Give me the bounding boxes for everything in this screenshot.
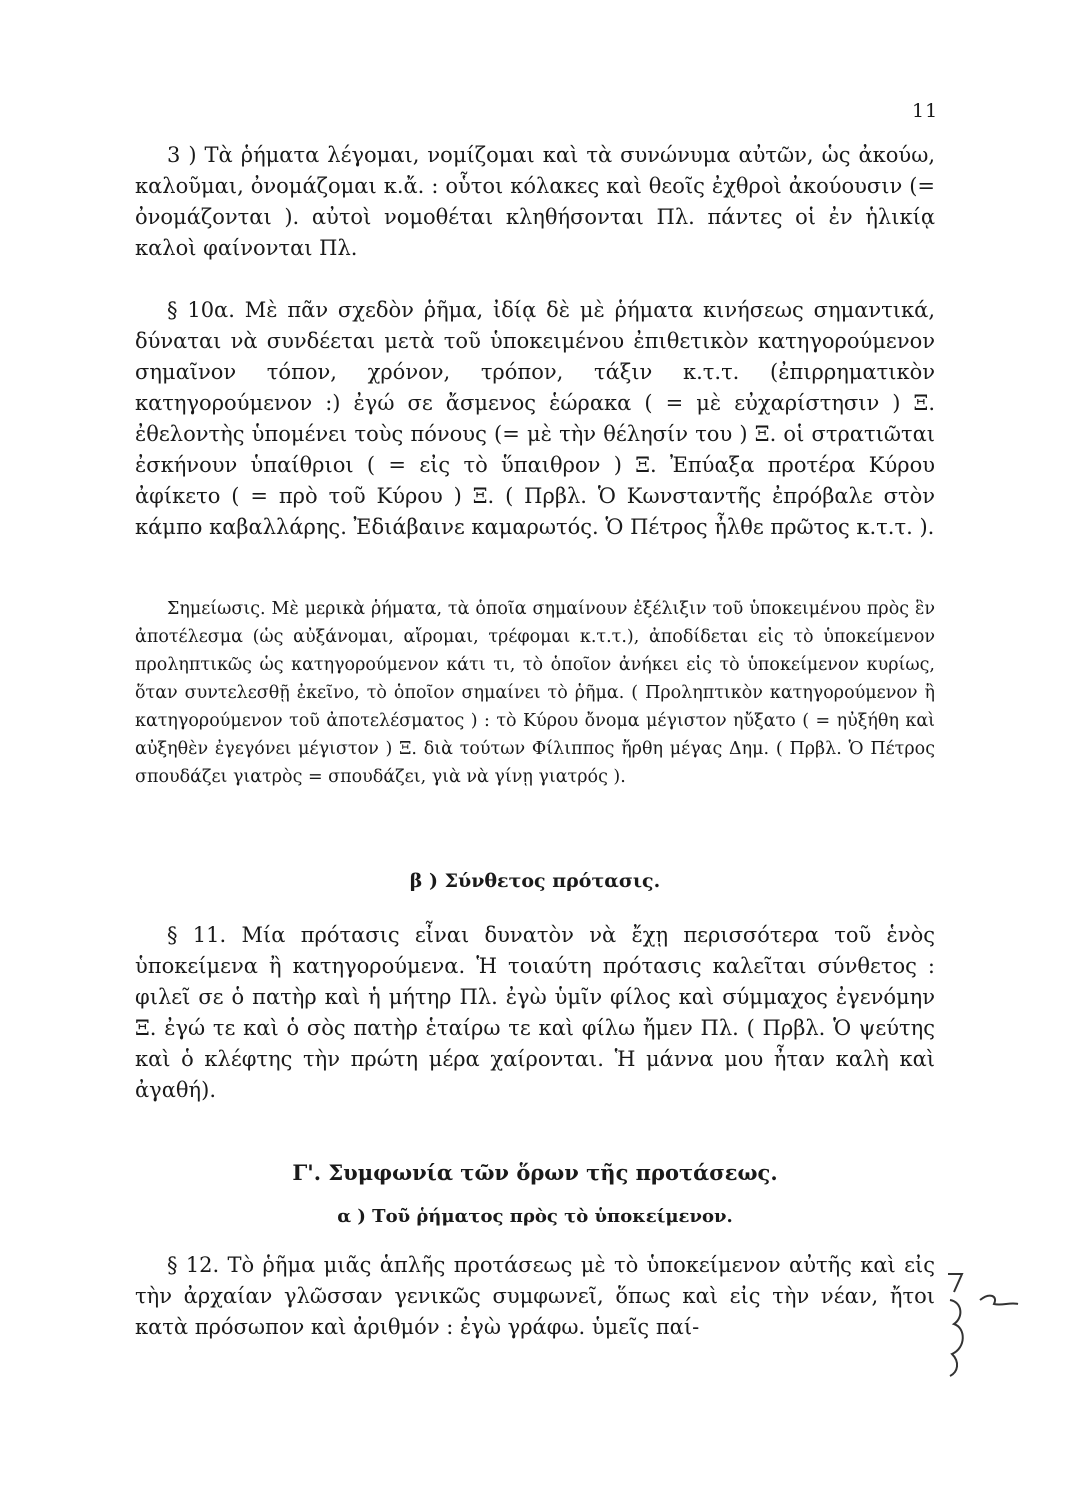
heading-agreement: Γ'. Συμφωνία τῶν ὅρων τῆς προτάσεως. bbox=[292, 1160, 778, 1185]
paragraph-text: § 12. Τὸ ῥῆμα μιᾶς ἁπλῆς προτάσεως μὲ τὸ ὑποκείμενον αὐτῆς καὶ εἰς τὴν ἀρχαίαν γλῶσσαν γενικῶς συμφωνεῖ, ὅπως καὶ εἰς τὴν νέαν, ἤτοι κατὰ πρόσωπον καὶ ἀριθμόν : ἐγὼ γράφω. ὑμεῖς παί- bbox=[135, 1253, 935, 1339]
paragraph-text: 3 ) Τὰ ῥήματα λέγομαι, νομίζομαι καὶ τὰ συνώνυμα αὐτῶν, ὡς ἀκούω, καλοῦμαι, ὀνομάζομαι κ.ἄ. : οὗτοι κόλακες καὶ θεοῖς ἐχθροὶ ἀκούουσιν (= ὀνομάζονται ). αὐτοὶ νομοθέται κληθήσονται Πλ. πάντες οἱ ἐν ἡλικίᾳ καλοὶ φαίνονται Πλ. bbox=[135, 143, 935, 260]
paragraph-rule-3 bbox=[135, 140, 935, 264]
paragraph-11 bbox=[135, 920, 935, 1106]
heading-compound-clause: β ) Σύνθετος πρότασις. bbox=[409, 870, 661, 892]
paragraph-12 bbox=[135, 1250, 935, 1343]
heading-verb-subject: α ) Τοῦ ῥήματος πρὸς τὸ ὑποκείμενον. bbox=[337, 1206, 733, 1227]
paragraph-text: § 11. Μία πρότασις εἶναι δυνατὸν νὰ ἔχῃ περισσότερα τοῦ ἑνὸς ὑποκείμενα ἢ κατηγορούμενα. Ἡ τοιαύτη πρότασις καλεῖται σύνθετος : φιλεῖ σε ὁ πατὴρ καὶ ἡ μήτηρ Πλ. ἐγὼ ὑμῖν φίλος καὶ σύμμαχος ἐγενόμην Ξ. ἐγώ τε καὶ ὁ σὸς πατὴρ ἑταίρω τε καὶ φίλω ἤμεν Πλ. ( Πρβλ. Ὁ ψεύτης καὶ ὁ κλέφτης τὴν πρώτη μέρα χαίρονται. Ἡ μάννα μου ἦταν καλὴ καὶ ἀγαθή). bbox=[135, 923, 935, 1102]
paragraph-text: § 10α. Μὲ πᾶν σχεδὸν ῥῆμα, ἰδίᾳ δὲ μὲ ῥήματα κινήσεως σημαντικά, δύναται νὰ συνδέεται μετὰ τοῦ ὑποκειμένου ἐπιθετικὸν κατηγορούμενον σημαῖνον τόπον, χρόνον, τρόπον, τάξιν κ.τ.τ. (ἐπιρρηματικὸν κατηγορούμενον :) ἐγώ σε ἄσμενος ἑώρακα ( = μὲ εὐχαρίστησιν ) Ξ. ἐθελοντὴς ὑπομένει τοὺς πόνους (= μὲ τὴν θέλησίν του ) Ξ. οἱ στρατιῶται ἐσκήνουν ὑπαίθριοι ( = εἰς τὸ ὕπαιθρον ) Ξ. Ἐπύαξα προτέρα Κύρου ἀφίκετο ( = πρὸ τοῦ Κύρου ) Ξ. ( Πρβλ. Ὁ Κωνσταντῆς ἐπρόβαλε στὸν κάμπο καβαλλάρης. Ἐδιάβαινε καμαρωτός. Ὁ Πέτρος ἦλθε πρῶτος κ.τ.τ. ). bbox=[135, 298, 935, 539]
paragraph-text: Σημείωσις. Μὲ μερικὰ ῥήματα, τὰ ὁποῖα σημαίνουν ἐξέλιξιν τοῦ ὑποκειμένου πρὸς ἓν ἀποτέλεσμα (ὡς αὐξάνομαι, αἴρομαι, τρέφομαι κ.τ.τ.), ἀποδίδεται εἰς τὸ ὑποκείμενον προληπτικῶς ὡς κατηγορούμενον κάτι τι, τὸ ὁποῖον ἀνήκει εἰς τὸ ὑποκείμενον κυρίως, ὅταν συντελεσθῇ ἐκεῖνο, τὸ ὁποῖον σημαίνει τὸ ῥῆμα. ( Προληπτικὸν κατηγορούμενον ἢ κατηγορούμενον τοῦ ἀποτελέσματος ) : τὸ Κύρου ὄνομα μέγιστον ηὔξατο ( = ηὐξήθη καὶ αὐξηθὲν ἐγεγόνει μέγιστον ) Ξ. διὰ τούτων Φίλιππος ἤρθη μέγας Δημ. ( Πρβλ. Ὁ Πέτρος σπουδάζει γιατρὸς = σπουδάζει, γιὰ νὰ γίνῃ γιατρός ). bbox=[135, 599, 935, 787]
page-number: 11 bbox=[912, 100, 939, 122]
paragraph-note bbox=[135, 595, 935, 791]
paragraph-10a bbox=[135, 295, 935, 543]
handwritten-margin-mark bbox=[940, 1262, 1030, 1382]
